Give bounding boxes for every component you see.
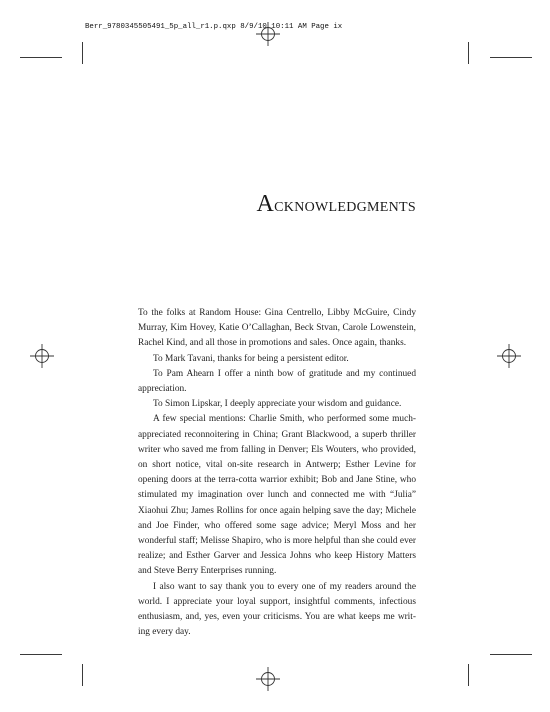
crop-mark-bottom-right-horizontal: [490, 654, 532, 655]
crop-mark-top-right-horizontal: [490, 57, 532, 58]
crop-mark-bottom-left-vertical: [82, 664, 83, 686]
crop-mark-top-left-vertical: [82, 42, 83, 64]
paragraph: I also want to say thank you to every one of my readers around the world. I appreciate your loyal support, insightful comments, infectious enthusiasm, and, yes, even your criticisms. You are what keeps me writing every day.: [138, 581, 416, 638]
registration-mark-top-icon: [256, 22, 280, 46]
page-title: [257, 192, 417, 217]
crop-mark-top-right-vertical: [468, 42, 469, 64]
acknowledgments-body: [138, 306, 416, 640]
page-title-initial: A: [256, 191, 275, 217]
registration-mark-right-icon: [497, 344, 521, 368]
crop-mark-bottom-left-horizontal: [20, 654, 62, 655]
registration-mark-left-icon: [30, 344, 54, 368]
paragraph: To Pam Ahearn I offer a ninth bow of gratitude and my continued appreciation.: [138, 368, 416, 395]
crop-mark-bottom-right-vertical: [468, 664, 469, 686]
paragraph: A few special mentions: Charlie Smith, who performed some much-appreciated reconnoitering in China; Grant Blackwood, a superb thriller writer who saved me from falling in Denver; Els Wouters, who provided, on short notice, vital on-site research in Antwerp; Esther Levine for opening doors at the terra-cotta warrior exhibit; Bob and Jane Stine, who stimulated my imagination over lunch and connected me with “Julia” Xiaohui Zhu; James Rollins for once again helping save the day; Michele and Joe Finder, who offered some sage advice; Meryl Moss and her wonderful staff; Melisse Shapiro, who is more helpful than she could ever realize; and Esther Garver and Jessica Johns who keep History Matters and Steve Berry Enterprises running.: [138, 414, 416, 577]
paragraph: To Simon Lipskar, I deeply appreciate your wisdom and guidance.: [153, 399, 402, 410]
page-title-rest: cknowledgments: [274, 194, 416, 216]
printer-slug-line: Berr_9780345505491_5p_all_r1.p.qxp 8/9/10 10:11 AM Page ix: [85, 23, 343, 31]
paragraph: To Mark Tavani, thanks for being a persistent editor.: [153, 353, 349, 364]
crop-mark-top-left-horizontal: [20, 57, 62, 58]
registration-mark-bottom-icon: [256, 667, 280, 691]
paragraph: To the folks at Random House: Gina Centrello, Libby McGuire, Cindy Murray, Kim Hovey, Katie O’Callaghan, Beck Stvan, Carole Lowenstein, Rachel Kind, and all those in promotions and sales. Once again, thanks.: [138, 308, 416, 349]
